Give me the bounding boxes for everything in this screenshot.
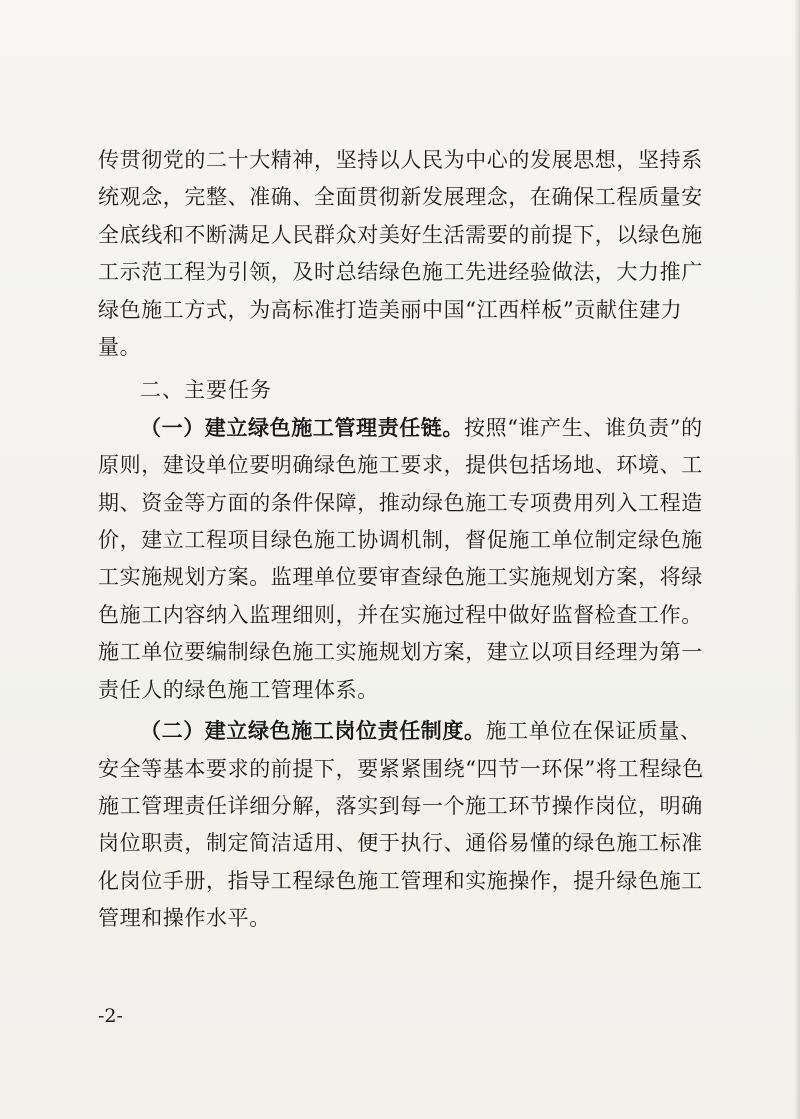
task-item-1-title: （一）建立绿色施工管理责任链。 — [140, 415, 464, 440]
intro-paragraph: 传贯彻党的二十大精神，坚持以人民为中心的发展思想，坚持系统观念，完整、准确、全面贯彻新发展理念，在确保工程质量安全底线和不断满足人民群众对美好生活需要的前提下，以绿色施工示范工程为引领，及时总结绿色施工先进经验做法，大力推广绿色施工方式，为高标准打造美丽中国“江西样板”贡献住建力量。 — [98, 148, 703, 360]
document-body — [98, 142, 708, 938]
scan-edge-shadow — [794, 0, 800, 1119]
task-item-1 — [98, 410, 708, 709]
task-item-1-body: 按照“谁产生、谁负责”的原则，建设单位要明确绿色施工要求，提供包括场地、环境、工期、资金等方面的条件保障，推动绿色施工专项费用列入工程造价，建立工程项目绿色施工协调机制，督促施工单位制定绿色施工实施规划方案。监理单位要审查绿色施工实施规划方案，将绿色施工内容纳入监理细则，并在实施过程中做好监督检查工作。施工单位要编制绿色施工实施规划方案，建立以项目经理为第一责任人的绿色施工管理体系。 — [98, 415, 703, 702]
task-item-2 — [98, 713, 708, 937]
task-item-2-title: （二）建立绿色施工岗位责任制度。 — [140, 719, 486, 744]
task-item-2-body: 施工单位在保证质量、安全等基本要求的前提下，要紧紧围绕“四节一环保”将工程绿色施工管理责任详细分解，落实到每一个施工环节操作岗位，明确岗位职责，制定简洁适用、便于执行、通俗易懂的绿色施工标准化岗位手册，指导工程绿色施工管理和实施操作，提升绿色施工管理和操作水平。 — [98, 719, 704, 931]
page-number: -2- — [98, 1005, 123, 1027]
section-heading-main-tasks: 二、主要任务 — [140, 378, 272, 403]
